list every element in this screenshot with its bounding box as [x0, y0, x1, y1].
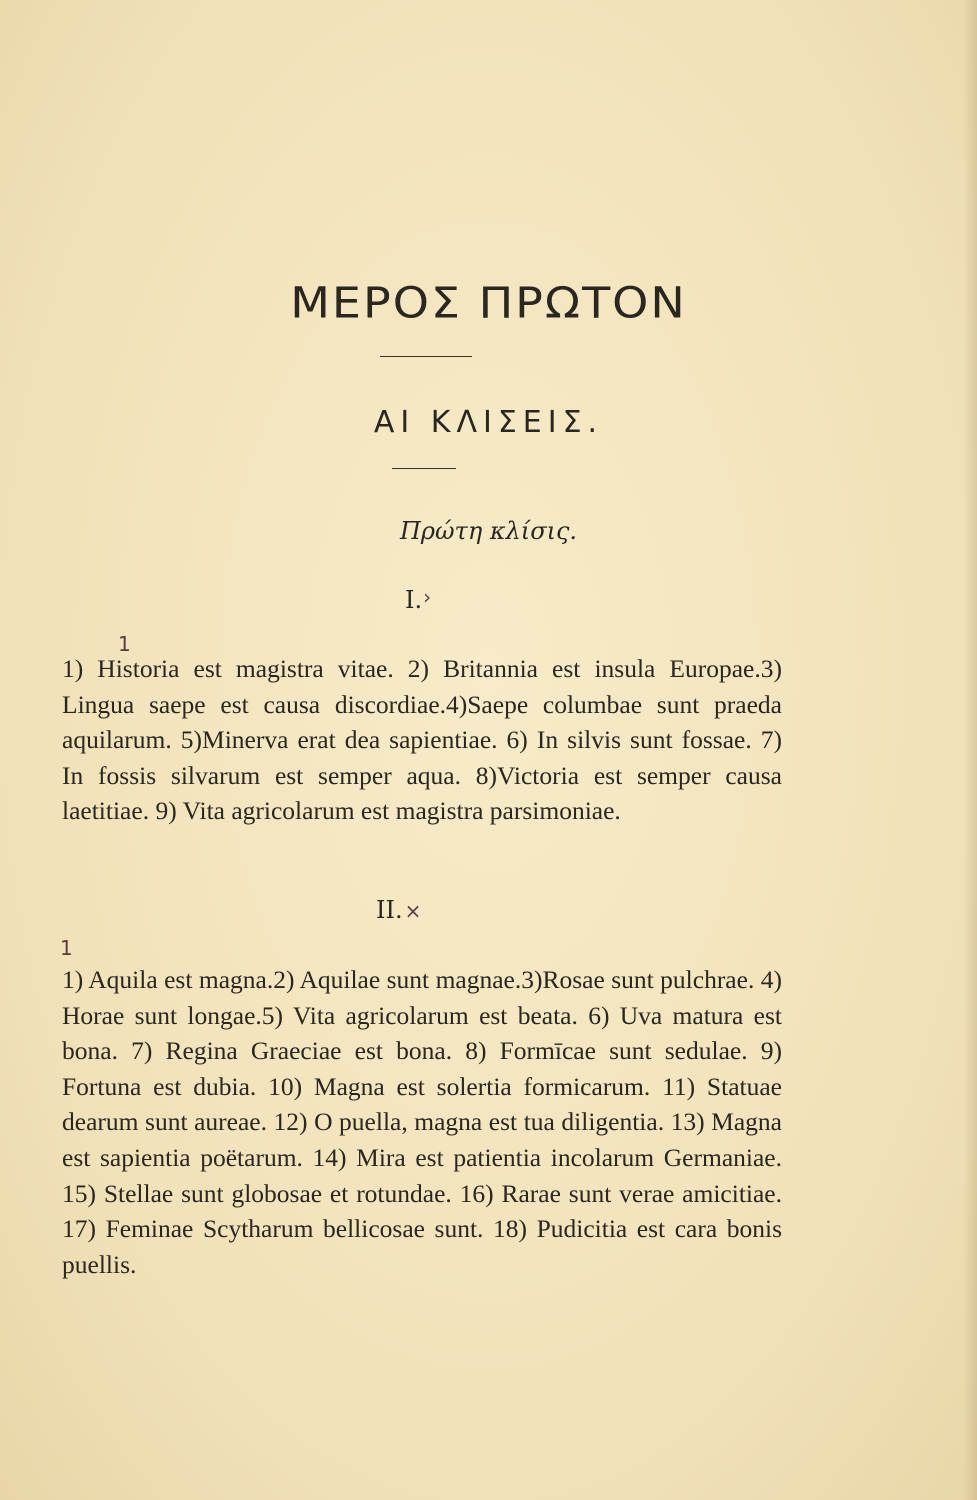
margin-mark: 1: [60, 936, 73, 960]
exercise-number: II.: [376, 896, 403, 924]
page-edge-shadow: [963, 0, 977, 1500]
declension-title: Πρώτη κλίσις.: [399, 517, 578, 545]
pencil-mark: ›: [423, 585, 432, 609]
exercise-heading-2: [376, 896, 422, 924]
exercise-text-2: 1) Aquila est magna.2) Aquilae sunt magnae.3)Rosae sunt pulchrae. 4) Horae sunt longae.5) Vita agricolarum est beata. 6) Uva matura est bona. 7) Regina Graeciae est bona. 8) Formīcae sunt sedulae. 9) Fortuna est dubia. 10) Magna est solertia formicarum. 11) Statuae dearum sunt aureae. 12) O puella, magna est tua diligentia. 13) Magna est sapientia poëtarum. 14) Mira est patientia incolarum Germaniae. 15) Stellae sunt globosae et rotundae. 16) Rarae sunt verae amicitiae. 17) Feminae Scytharum bellicosae sunt. 18) Pudicitia est cara bonis puellis.: [62, 965, 782, 1279]
exercise-text-1: 1) Historia est magistra vitae. 2) Britannia est insula Europae.3) Lingua saepe est causa discordiae.4)Saepe columbae sunt praeda aquilarum. 5)Minerva erat dea sapientiae. 6) In silvis sunt fossae. 7) In fossis silvarum est semper aqua. 8)Victoria est semper causa laetitiae. 9) Vita agricolarum est magistra parsimoniae.: [62, 654, 782, 826]
divider-rule-1: [380, 356, 472, 357]
part-title: ΜΕΡΟΣ ΠΡΩΤΟΝ: [290, 278, 687, 328]
margin-mark: 1: [118, 632, 131, 656]
exercise-heading-1: [405, 586, 430, 614]
section-title: ΑΙ ΚΛΙΣΕΙΣ.: [373, 405, 604, 440]
exercise-number: I.: [405, 586, 423, 614]
divider-rule-2: [392, 468, 456, 469]
pencil-mark: ×: [404, 899, 422, 923]
